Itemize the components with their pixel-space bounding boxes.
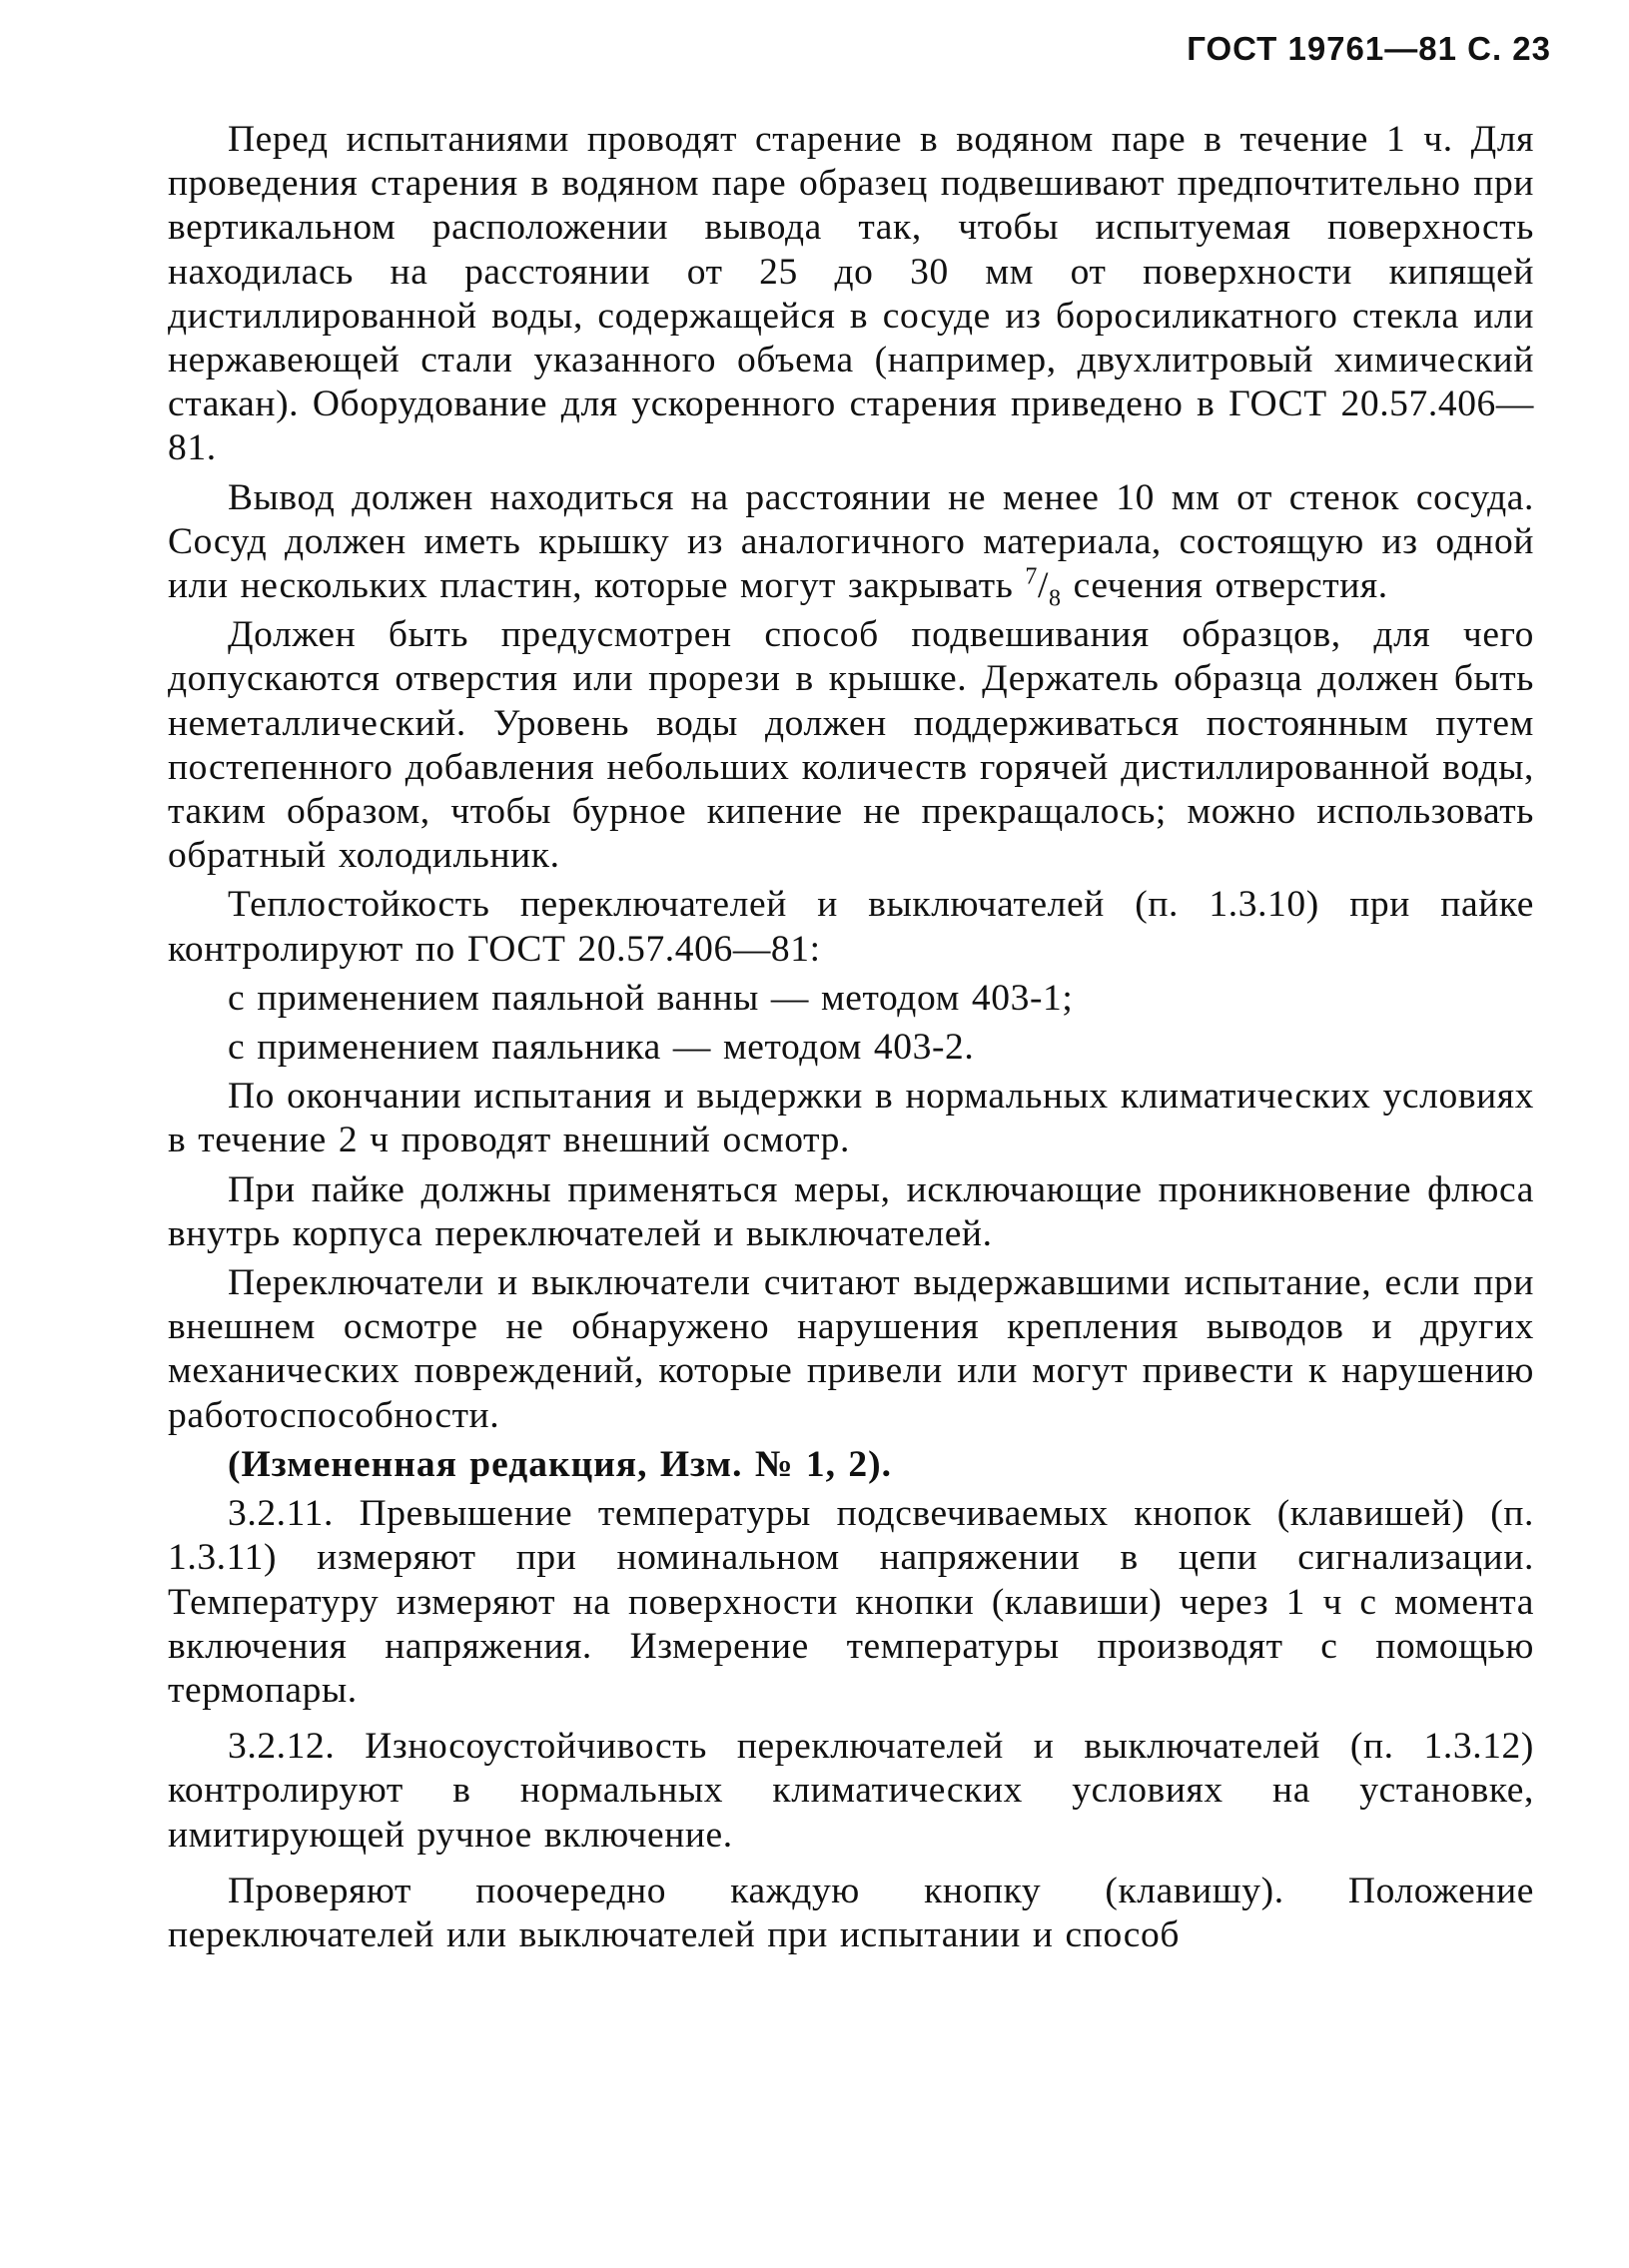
paragraph-visual-inspection: По окончании испытания и выдержки в нормальных климатических условиях в течение 2 ч проводят внешний осмотр.: [168, 1076, 1534, 1161]
paragraph-lead-distance-tail: сечения отверстия.: [1061, 565, 1388, 607]
clause-3-2-12: 3.2.12. Износоустойчивость переключателей и выключателей (п. 1.3.12) контролируют в нормальных климатических условиях на установке, имитирующей ручное включение.: [168, 1726, 1534, 1856]
page-header: ГОСТ 19761—81 С. 23: [1187, 30, 1551, 67]
paragraph-pass-criteria: Переключатели и выключатели считают выдержавшими испытание, если при внешнем осмотре не обнаружено нарушения крепления выводов и других механических повреждений, которые привели или могут привести к нарушению работоспособности.: [168, 1262, 1534, 1436]
paragraph-steam-aging: Перед испытаниями проводят старение в водяном паре в течение 1 ч. Для проведения старения в водяном паре образец подвешивают предпочтительно при вертикальном расположении вывода так, чтобы испытуемая поверхность находилась на расстоянии от 25 до 30 мм от поверхности кипящей дистиллированной воды, содержащейся в сосуде из боросиликатного стекла или нержавеющей стали указанного объема (например, двухлитровый химический стакан). Оборудование для ускоренного старения приведено в ГОСТ 20.57.406—81.: [168, 119, 1534, 469]
paragraph-sample-holder: Должен быть предусмотрен способ подвешивания образцов, для чего допускаются отверстия или прорези в крышке. Держатель образца должен быть неметаллический. Уровень воды должен поддерживаться постоянным путем постепенного добавления небольших количеств горячей дистиллированной воды, таким образом, чтобы бурное кипение не прекращалось; можно использовать обратный холодильник.: [168, 614, 1534, 877]
fraction-numerator: 7: [1025, 563, 1038, 590]
clause-3-2-11: 3.2.11. Превышение температуры подсвечиваемых кнопок (клавишей) (п. 1.3.11) измеряют при номинальном напряжении в цепи сигнализации. Температуру измеряют на поверхности кнопки (клавиши) через 1 ч с момента включения напряжения. Измерение температуры производят с помощью термопары.: [168, 1493, 1534, 1711]
amendment-note: (Измененная редакция, Изм. № 1, 2).: [228, 1443, 893, 1485]
fraction-denominator: 8: [1049, 585, 1062, 612]
list-item-soldering-iron: с применением паяльника — методом 403-2.: [228, 1027, 975, 1069]
paragraph-flux-protection: При пайке должны применяться меры, исключающие проникновение флюса внутрь корпуса переключателей и выключателей.: [168, 1168, 1534, 1254]
paragraph-heat-resistance: Теплостойкость переключателей и выключателей (п. 1.3.10) при пайке контролируют по ГОСТ 20.57.406—81:: [168, 884, 1534, 970]
paragraph-lead-distance-text: Вывод должен находиться на расстоянии не менее 10 мм от стенок сосуда. Сосуд должен иметь крышку из аналогичного материала, состоящую из одной или нескольких пластин, которые могут закрывать: [168, 476, 1534, 607]
document-body: [168, 118, 1534, 1962]
list-item-solder-bath: с применением паяльной ванны — методом 403-1;: [228, 977, 1074, 1019]
paragraph-button-check: Проверяют поочередно каждую кнопку (клавишу). Положение переключателей или выключателей при испытании и способ: [168, 1870, 1534, 1955]
paragraph-lead-distance: Вывод должен находиться на расстоянии не менее 10 мм от стенок сосуда. Сосуд должен иметь крышку из аналогичного материала, состоящую из одной или нескольких пластин, которые могут закрывать $^7/_8$ сечения отверстия.: [168, 476, 1534, 612]
